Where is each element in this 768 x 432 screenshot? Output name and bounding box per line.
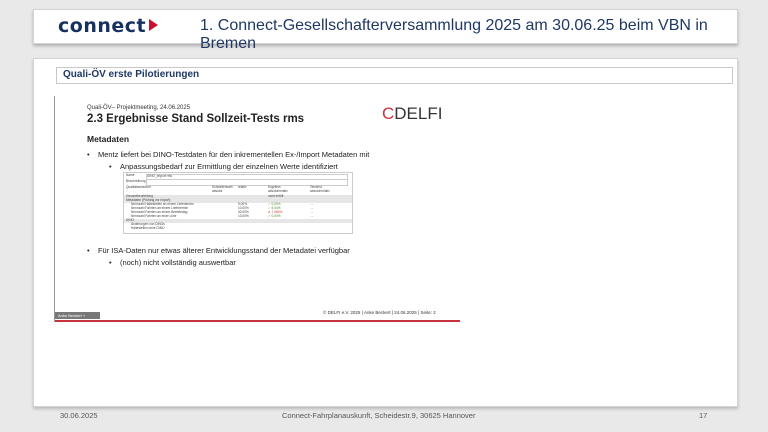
table-cell: → [310, 202, 314, 206]
table-header: Ergebnis absolut/relativ [268, 185, 288, 193]
presenter-tab[interactable]: Anke Beckert + [55, 312, 100, 319]
meeting-label: Quali-ÖV– Projektmeeting, 24.06.2025 [87, 105, 191, 111]
table-cell: → [310, 210, 314, 214]
table-cell: ✓ 5,04% [268, 206, 281, 210]
footer-address: Connect-Fahrplanauskunft, Scheidestr.9, 30625 Hannover [282, 411, 476, 420]
footer-date: 30.06.2025 [60, 411, 98, 420]
embedded-slide [54, 96, 460, 322]
table-cell: Nennzahl Fahrten an einer Linie [131, 214, 177, 218]
table-header: Qualitätskriterium [126, 185, 151, 189]
slide-footer: © DELFI e.V. 2025 | Anke Beckert | 24.06.2025 | Seite: 2 [323, 310, 436, 315]
content-panel [33, 58, 738, 407]
table-cell: Änderungen von DINOs [131, 222, 165, 226]
table-cell: → [310, 206, 314, 210]
connect-logo: connect [58, 15, 158, 37]
delfi-logo: CDELFI [382, 104, 443, 123]
table-header: relativ [238, 185, 247, 189]
red-divider [55, 320, 460, 322]
slide-subtitle: Metadaten [87, 134, 130, 144]
slide-title: 2.3 Ergebnisse Stand Sollzeit-Tests rms [87, 113, 305, 125]
header-bar [33, 9, 738, 52]
desc-label: Beschreibung [126, 179, 146, 183]
play-arrow-icon [149, 19, 158, 31]
table-cell: Nennzahl Haltestellen an einem Liefertermin [131, 202, 194, 206]
section-title: Quali-ÖV erste Pilotierungen [63, 69, 200, 80]
table-cell: ✓ 0,00% [268, 202, 281, 206]
table-cell: → [310, 214, 314, 218]
section-header [56, 67, 733, 84]
table-header: Tendenz absolut/relativ [310, 185, 330, 193]
table-cell: 5,00% [238, 202, 248, 206]
table-cell: 40,00% [238, 210, 249, 214]
metadata-table [123, 172, 353, 234]
table-cell: ✓ 0,00% [268, 214, 281, 218]
name-label: Name [126, 173, 135, 177]
bullet-1-1: • Anpassungsbedarf zur Ermittlung der einzelnen Werte identifiziert [109, 162, 338, 171]
footer-page: 17 [699, 411, 708, 420]
table-cell: nicht erfüllt [268, 194, 284, 198]
table-cell: 10,00% [238, 206, 249, 210]
bullet-2: • Für ISA-Daten nur etwas älterer Entwicklungsstand der Metadatei verfügbar [87, 246, 350, 255]
name-field: DINO_Import rms [146, 174, 348, 180]
table-cell: Gesamtbeurteilung [126, 194, 153, 198]
table-cell: ✗ 7,064% [268, 210, 283, 214]
table-header: Schwellenwert absolut [212, 185, 233, 193]
table-cell: 10,00% [238, 214, 249, 218]
table-cell: Nennzahl Fahrten an einem Betriebstag [131, 210, 188, 214]
table-cell: Nennzahl Fahrten an einem Liefertermin [131, 206, 189, 210]
bullet-1: • Mentz liefert bei DINO-Testdaten für den inkrementellen Ex-/Import Metadaten mit [87, 150, 370, 159]
table-cell: Metadaten (Prüfung vor Import) [126, 198, 171, 202]
header-title: 1. Connect-Gesellschafterversammlung 2025 am 30.06.25 beim VBN in Bremen [200, 17, 708, 52]
table-cell: DINO [126, 218, 134, 222]
bullet-2-1: • (noch) nicht vollständig auswertbar [109, 258, 236, 267]
table-cell: Haltestellen ohne DINO [131, 226, 165, 230]
